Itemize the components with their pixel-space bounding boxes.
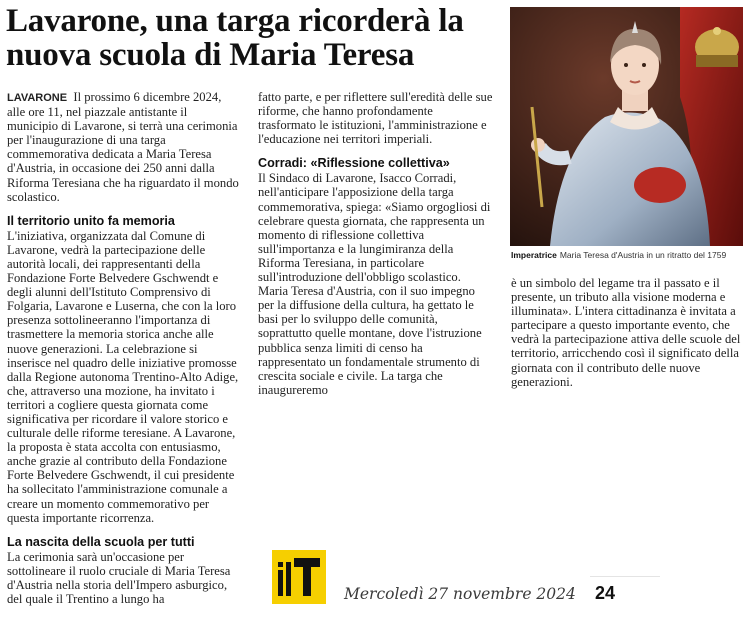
section-text-nascita-start: La cerimonia sarà un'occasione per sottolineare il ruolo cruciale di Maria Teresa d'Austria nella storia dell'Impero asburgico, del quale il Trentino a lungo ha	[7, 549, 231, 606]
caption-text: Maria Teresa d'Austria in un ritratto del 1759	[559, 250, 727, 260]
intro-text: Il prossimo 6 dicembre 2024, alle ore 11, nel piazzale antistante il municipio di Lavarone, si terrà una cerimonia per l'inaugurazione di una targa commemorativa dedicata a Maria Teresa d'Austria, in occasione dei 250 anni dalla Riforma Teresiana che ha riguardato il mondo scolastico.	[7, 90, 239, 204]
column-1	[7, 90, 239, 606]
section-title-territorio: Il territorio unito fa memoria	[7, 213, 175, 228]
section-text-corradi-end: è un simbolo del legame tra il passato e il presente, un tributo alla visione moderna e illuminata». L'intera cittadinanza è invitata a partecipare a questo importante evento, che vedrà la partecipazione attiva delle scuole del territorio, arricchendo così il significato della giornata con il contributo delle nuove generazioni.	[511, 276, 741, 389]
column-3	[511, 276, 747, 389]
logo-mark-icon	[272, 550, 326, 604]
section-title-corradi: Corradi: «Riflessione collettiva»	[258, 156, 450, 171]
photo-caption	[511, 250, 751, 260]
column-2	[258, 90, 493, 397]
section-text-territorio: L'iniziativa, organizzata dal Comune di Lavarone, vedrà la partecipazione delle autorità locali, dei rappresentanti della Fondazione Forte Belvedere Gschwendt e degli alunni dell'Istituto Comprensivo di Folgaria, Lavarone e Luserna, che con la loro presenza sottolineeranno l'importanza di trasmettere la memoria storica anche alle nuove generazioni. La celebrazione si inserisce nel quadro delle iniziative promosse dalla Regione autonoma Trentino-Alto Adige, che, attraverso una mozione, ha invitato i territori a cogliere questa giornata come significativa per ricordare il valore storico e culturale delle riforme teresiane. A Lavarone, la proposta è stata accolta con entusiasmo, anche grazie al contributo della Fondazione Forte Belvedere Gschwendt, il cui presidente ha sollecitato l'amministrazione comunale a creare un momento commemorativo per questa importante ricorrenza.	[7, 228, 239, 525]
footer-divider	[590, 576, 660, 577]
portrait-illustration	[510, 7, 743, 246]
headline: Lavarone, una targa ricorderà la nuova scuola di Maria Teresa	[6, 3, 464, 73]
section-text-nascita-end: fatto parte, e per riflettere sull'eredità delle sue riforme, che hanno profondamente trasformato le istituzioni, l'amministrazione e l'educazione nei territori imperiali.	[258, 90, 493, 147]
page-number: 24	[595, 583, 616, 603]
section-text-corradi-start: Il Sindaco di Lavarone, Isacco Corradi, nell'anticipare l'apposizione della targa commemorativa, spiega: «Siamo orgogliosi di celebrare questa giornata, che rappresenta un momento di riflessione collettiva sull'importanza e la lungimiranza della Riforma Teresiana, in particolare sull'introduzione dell'obbligo scolastico. Maria Teresa d'Austria, con il suo impegno per la diffusione della cultura, ha gettato le basi per lo sviluppo delle comunità, soprattutto quelle montane, dove l'istruzione pubblica senza limiti di censo ha rappresentato un fondamentale strumento di crescita sociale e civile. La targa che inaugureremo	[258, 171, 491, 397]
location-lead: LAVARONE	[7, 92, 68, 104]
section-title-nascita: La nascita della scuola per tutti	[7, 534, 195, 549]
caption-label: Imperatrice	[511, 250, 557, 260]
newspaper-logo	[272, 550, 326, 604]
issue-date: Mercoledì 27 novembre 2024	[344, 585, 576, 603]
intro-paragraph	[7, 90, 239, 204]
portrait-photo	[510, 7, 743, 246]
